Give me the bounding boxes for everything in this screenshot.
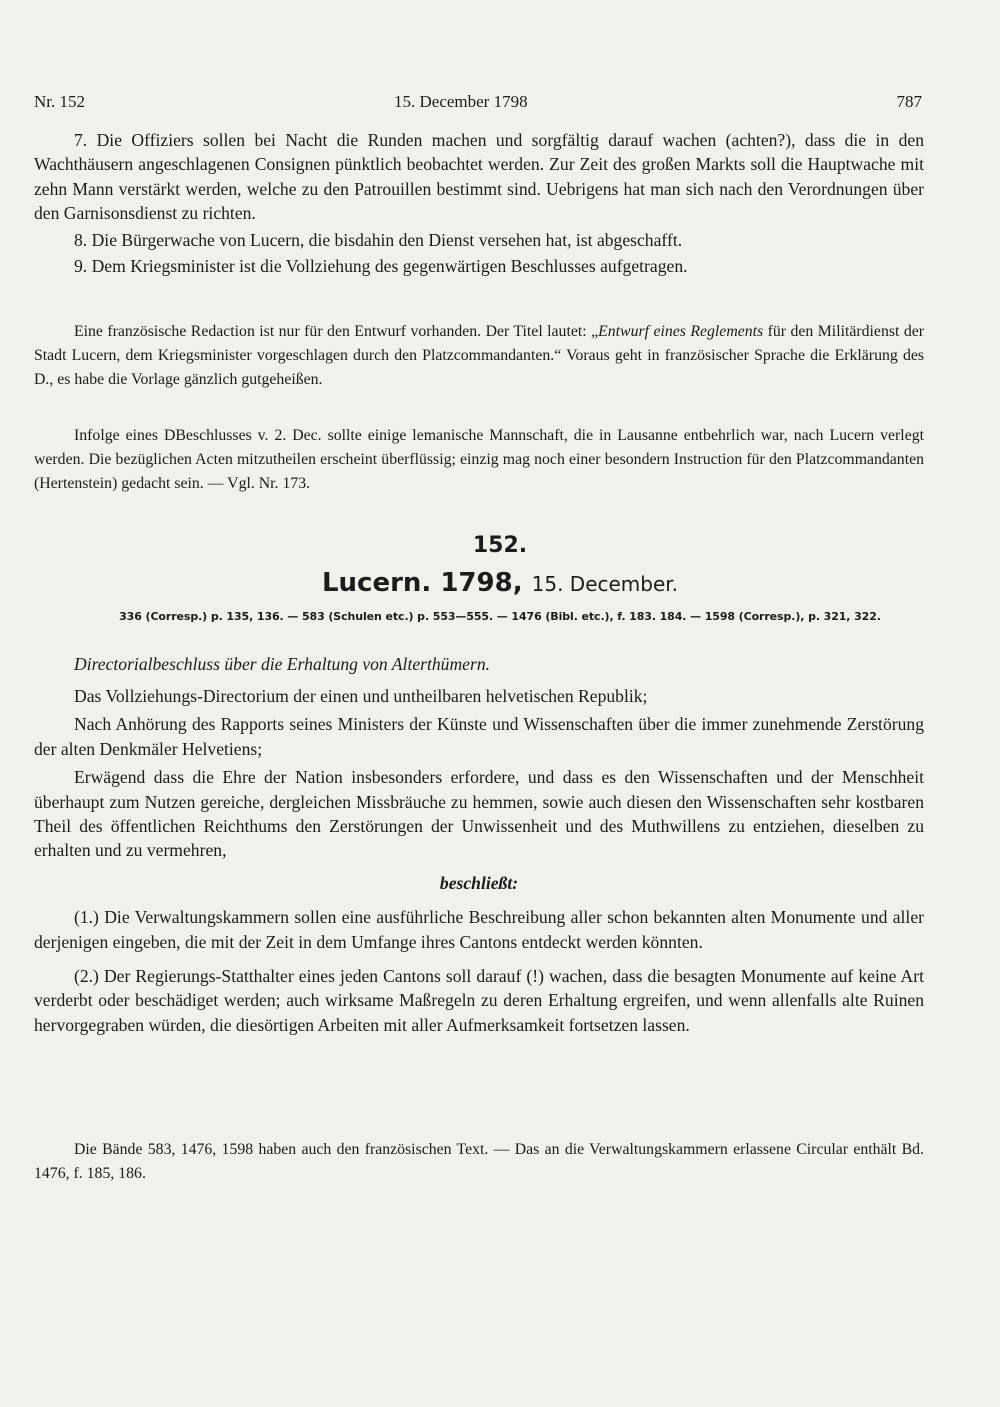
- article-7: 7. Die Offiziers sollen bei Nacht die Runden machen und sorgfältig darauf wachen (achten?), dass die in den Wachthäusern angeschlagenen Consignen pünktlich beobachtet werden. Zur Zeit des großen Markts soll die Hauptwache mit zehn Mann verstärkt werden, welche zu den Patrouillen bestimmt sind. Uebrigens hat man sich nach den Verordnungen über den Garnisonsdienst zu richten.: [34, 130, 924, 224]
- note1-text-a: Eine französische Redaction ist nur für den Entwurf vorhanden. Der Titel lautet: „: [74, 323, 599, 340]
- article-8: 8. Die Bürgerwache von Lucern, die bisdahin den Dienst versehen hat, ist abgeschafft.: [74, 229, 683, 250]
- footnote: Die Bände 583, 1476, 1598 haben auch den französischen Text. — Das an die Verwaltungskammern erlassene Circular enthält Bd. 1476, f. 185, 186.: [34, 1141, 924, 1182]
- archival-references: 336 (Corresp.) p. 135, 136. — 583 (Schulen etc.) p. 553—555. — 1476 (Bibl. etc.), f. 183. 184. — 1598 (Corresp.), p. 321, 322.: [119, 610, 881, 623]
- editorial-note-2: Infolge eines DBeschlusses v. 2. Dec. sollte einige lemanische Mannschaft, die in Lausanne entbehrlich war, nach Lucern verlegt werden. Die bezüglichen Acten mitzutheilen erscheint überflüssig; einzig mag noch einer besondern Instruction für den Platzcommandanten (Hertenstein) gedacht sein. — Vgl. Nr. 173.: [34, 427, 924, 492]
- preamble-paragraph: Das Vollziehungs-Directorium der einen und untheilbaren helvetischen Republik;: [74, 686, 648, 706]
- document-subject: Directorialbeschluss über die Erhaltung von Alterthümern.: [74, 654, 491, 674]
- document-heading: [0, 568, 1000, 598]
- note1-italic-title: Entwurf eines Reglements: [598, 323, 764, 340]
- header-date: 15. December 1798: [394, 92, 528, 111]
- editorial-note-1: [34, 320, 924, 392]
- running-header: [34, 92, 922, 118]
- decree-preamble: [34, 684, 924, 1037]
- decree-article-2: (2.) Der Regierungs-Statthalter eines jeden Cantons soll darauf (!) wachen, dass die besagten Monumente auf keine Art verderbt oder beschädiget werden; auch wirksame Maßregeln zu deren Erhaltung ergreifen, und wenn allenfalls alte Ruinen hervorgegraben würden, die diesörtigen Arbeiten mit aller Aufmerksamkeit fortsetzen lassen.: [34, 966, 924, 1035]
- document-date: 15. December.: [531, 572, 679, 596]
- document-place-year: Lucern. 1798,: [321, 568, 523, 598]
- decree-article-1: (1.) Die Verwaltungskammern sollen eine ausführliche Beschreibung aller schon bekannten alten Monumente und aller derjenigen eingeben, die mit der Zeit in dem Umfange ihres Cantons entdeckt werden könnten.: [34, 907, 924, 952]
- previous-document-articles: [34, 128, 924, 278]
- header-document-number: Nr. 152: [34, 92, 85, 111]
- preamble-paragraph: Erwägend dass die Ehre der Nation insbesonders erfordere, und dass es den Wissenschaften und der Menschheit überhaupt zum Nutzen gereiche, dergleichen Missbräuche zu hemmen, sowie auch diesen den Wissenschaften sehr kostbaren Theil des öffentlichen Reichthums den Zerstörungen der Unwissenheit und des Muthwillens zu entziehen, dieselben zu erhalten und zu vermehren,: [34, 767, 924, 861]
- document-number: 152.: [472, 533, 528, 558]
- resolves-heading: beschließt:: [439, 872, 519, 893]
- preamble-paragraph: Nach Anhörung des Rapports seines Ministers der Künste und Wissenschaften über die immer zunehmende Zerstörung der alten Denkmäler Helvetiens;: [34, 714, 924, 759]
- page-number: 787: [896, 92, 922, 111]
- article-9: 9. Dem Kriegsminister ist die Vollziehung des gegenwärtigen Beschlusses aufgetragen.: [74, 256, 688, 277]
- note1-text-b: für den Militärdienst der Stadt Lucern, dem Kriegsminister vorgeschlagen durch den Platzcommandanten.“ Voraus geht in französischer Sprache die Erklärung des D., es habe die Vorlage gänzlich gutgeheißen.: [34, 323, 924, 388]
